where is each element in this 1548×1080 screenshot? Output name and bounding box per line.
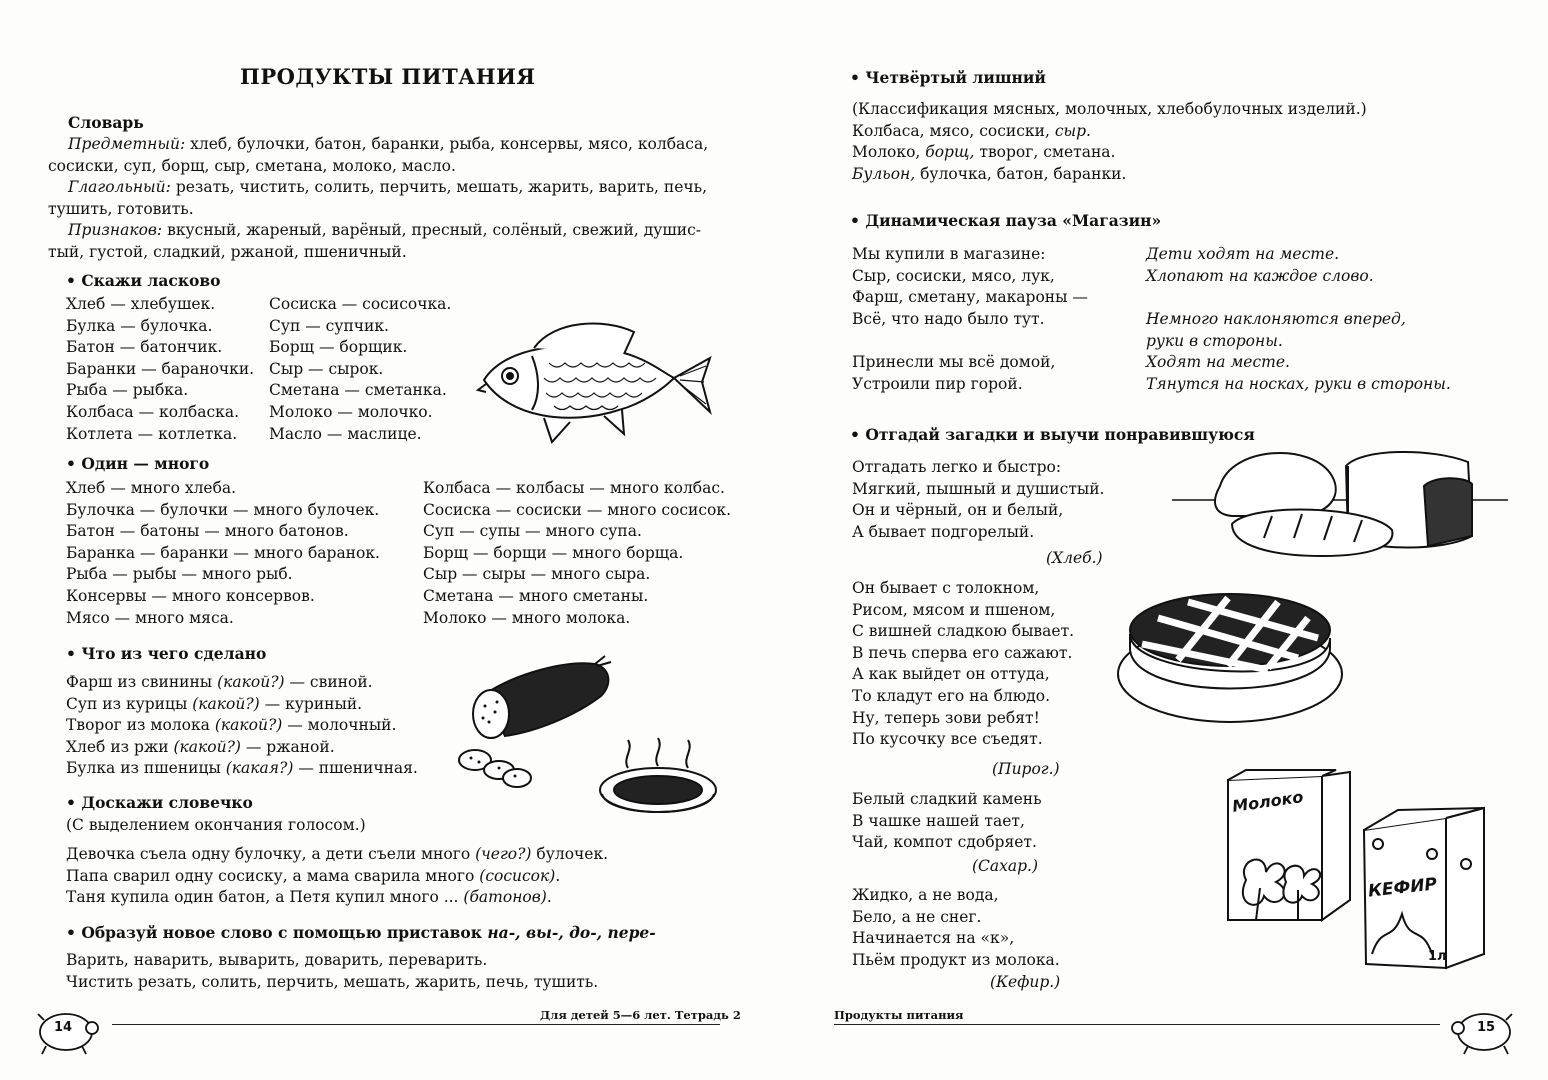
poem-line: Устроили пир горой.: [852, 374, 1023, 393]
one-many-col2: [423, 478, 731, 629]
pie-illustration: [1118, 578, 1348, 728]
poem-line: Начинается на «к»,: [852, 929, 1015, 948]
list-item: Суп из курицы (какой?) — куриный.: [66, 694, 363, 713]
list-item: Булка из пшеницы (какая?) — пшеничная.: [66, 759, 418, 778]
kefir-carton-illustration: [1362, 804, 1488, 970]
list-item: Булка — булочка.: [66, 316, 213, 335]
list-item: Батон — батончик.: [66, 338, 223, 357]
odd-one-heading: • Четвёртый лишний: [850, 68, 1046, 87]
list-item: Котлета — котлетка.: [66, 424, 238, 443]
action-line: Немного наклоняются вперед,: [1146, 310, 1406, 329]
made-of-list: [66, 672, 418, 780]
riddles-heading: • Отгадай загадки и выучи понравившуюся: [850, 425, 1255, 444]
one-many-heading: • Один — много: [66, 454, 210, 473]
odd-one-list: [852, 99, 1367, 185]
list-item: Борщ — борщи — много борща.: [423, 543, 684, 562]
poem-line: А бывает подгорелый.: [852, 522, 1035, 541]
poem-line: Пьём продукт из молока.: [852, 950, 1060, 969]
page-title: ПРОДУКТЫ ПИТАНИЯ: [240, 64, 536, 89]
poem-line: С вишней сладкою бывает.: [852, 622, 1075, 641]
action-line: Дети ходят на месте.: [1146, 245, 1340, 263]
list-item: Молоко — молочко.: [269, 402, 433, 421]
list-item: Сыр — сыры — много сыра.: [423, 565, 651, 584]
poem-line: Отгадать легко и быстро:: [852, 458, 1062, 476]
vocab-text: тый, густой, сладкий, ржаной, пшеничный.: [48, 242, 407, 261]
poem-line: Ну, теперь зови ребят!: [852, 708, 1040, 727]
finish-word-heading: • Доскажи словечко: [66, 793, 253, 812]
riddle-kefir: [852, 885, 1060, 971]
footer-text: Для детей 5—6 лет. Тетрадь 2: [540, 1008, 741, 1022]
poem-line: Чай, компот сдобряет.: [852, 833, 1037, 852]
list-item: Суп — супы — много супа.: [423, 522, 642, 541]
riddle-sugar: [852, 789, 1042, 854]
list-item: Рыба — рыбы — много рыб.: [66, 565, 293, 584]
list-item: Рыба — рыбка.: [66, 381, 189, 400]
poem-line: Он бывает с толокном,: [852, 579, 1040, 597]
list-item: Папа сварил одну сосиску, а мама сварила много (сосисок).: [66, 866, 561, 885]
list-item: Молоко — много молока.: [423, 608, 631, 627]
one-many-col1: [66, 478, 380, 629]
poem-line: Белый сладкий камень: [852, 790, 1042, 808]
pause-poem: [852, 244, 1088, 396]
soup-bowl-illustration: [598, 738, 728, 828]
poem-line: Сыр, сосиски, мясо, лук,: [852, 266, 1055, 285]
vocab-text: резать, чистить, солить, перчить, мешать, жарить, варить, печь,: [170, 178, 708, 197]
riddle-answer: (Сахар.): [972, 857, 1039, 875]
vocab-label-verb: Глагольный:: [68, 178, 171, 197]
sausage-illustration: [455, 654, 615, 794]
prefix-heading: • Образуй новое слово с помощью приставок на-, вы-, до-, пере-: [66, 923, 656, 942]
footer-text: Продукты питания: [834, 1008, 964, 1022]
list-item: Девочка съела одну булочку, а дети съели много (чего?) булочек.: [66, 845, 609, 863]
list-item: Булочка — булочки — много булочек.: [66, 500, 380, 519]
list-item: Масло — маслице.: [269, 424, 422, 443]
list-item: Консервы — много консервов.: [66, 586, 315, 605]
poem-line: То кладут его на блюдо.: [852, 686, 1051, 705]
vocab-text: сосиски, суп, борщ, сыр, сметана, молоко, масло.: [48, 156, 456, 175]
bread-illustration: [1172, 446, 1512, 566]
list-item: Баранка — баранки — много баранок.: [66, 543, 380, 562]
poem-line: Всё, что надо было тут.: [852, 309, 1045, 328]
poem-line: Жидко, а не вода,: [852, 886, 999, 904]
list-item: Чистить резать, солить, перчить, мешать, жарить, печь, тушить.: [66, 972, 599, 991]
list-item: Таня купила один батон, а Петя купил много ... (батонов).: [66, 888, 552, 907]
vocab-text: тушить, готовить.: [48, 199, 194, 218]
list-item: Борщ — борщик.: [269, 338, 408, 357]
footer-rule: [834, 1024, 1440, 1025]
finish-word-sub: (С выделением окончания голосом.): [66, 816, 366, 834]
vocab-block: [48, 134, 708, 264]
list-item: Колбаса — колбасы — много колбас.: [423, 479, 725, 497]
affection-col1: [66, 294, 254, 445]
vocab-label-noun: Предметный:: [68, 135, 186, 153]
list-item: Сосиска — сосиски — много сосисок.: [423, 500, 731, 519]
poem-line: В печь сперва его сажают.: [852, 643, 1073, 662]
page-number: 15: [1477, 1020, 1496, 1035]
svg-text:1л: 1л: [1428, 949, 1447, 964]
poem-line: [852, 330, 1088, 352]
riddle-answer: (Пирог.): [992, 760, 1060, 778]
vocab-label-adj: Признаков:: [68, 221, 163, 240]
footer-rule: [112, 1024, 720, 1025]
poem-line: В чашке нашей тает,: [852, 811, 1025, 830]
action-line: Ходят на месте.: [1146, 353, 1290, 372]
riddle-pie: [852, 578, 1074, 751]
made-of-heading: • Что из чего сделано: [66, 644, 267, 663]
list-item: Мясо — много мяса.: [66, 608, 234, 627]
riddle-answer: (Хлеб.): [1046, 549, 1103, 567]
list-item: Варить, наварить, выварить, доварить, переварить.: [66, 951, 488, 969]
list-item: Колбаса, мясо, сосиски, сыр.: [852, 121, 1091, 140]
list-item: Фарш из свинины (какой?) — свиной.: [66, 673, 373, 691]
list-item: Сметана — много сметаны.: [423, 586, 649, 605]
milk-carton-illustration: [1226, 770, 1352, 920]
list-item: Хлеб — много хлеба.: [66, 479, 237, 497]
poem-line: Мы купили в магазине:: [852, 245, 1046, 263]
list-item: (Классификация мясных, молочных, хлебобулочных изделий.): [852, 100, 1367, 118]
list-item: Суп — супчик.: [269, 316, 389, 335]
page-number: 14: [54, 1020, 73, 1035]
vocab-text: вкусный, жареный, варёный, пресный, солёный, свежий, душис-: [162, 221, 702, 240]
milk-label: Молоко: [1231, 787, 1305, 816]
list-item: Хлеб из ржи (какой?) — ржаной.: [66, 737, 335, 756]
prefix-list: [66, 950, 598, 993]
list-item: Сметана — сметанка.: [269, 381, 447, 400]
poem-line: А как выйдет он оттуда,: [852, 665, 1050, 684]
poem-line: Рисом, мясом и пшеном,: [852, 600, 1056, 619]
pause-actions: [1146, 244, 1451, 396]
pause-heading: • Динамическая пауза «Магазин»: [850, 211, 1162, 230]
affection-col2: [269, 294, 451, 445]
list-item: Колбаса — колбаска.: [66, 402, 239, 421]
list-item: Бульон, булочка, батон, баранки.: [852, 164, 1127, 183]
finish-word-list: [66, 844, 608, 909]
right-page: [774, 0, 1548, 1080]
riddle-answer: (Кефир.): [990, 973, 1061, 991]
action-line: Тянутся на носках, руки в стороны.: [1146, 374, 1451, 393]
poem-line: По кусочку все съедят.: [852, 730, 1043, 749]
poem-line: Он и чёрный, он и белый,: [852, 501, 1064, 520]
poem-line: Фарш, сметану, макароны —: [852, 288, 1088, 307]
affection-heading: • Скажи ласково: [66, 271, 221, 290]
vocab-text: хлеб, булочки, батон, баранки, рыба, консервы, мясо, колбаса,: [185, 135, 709, 153]
list-item: Хлеб — хлебушек.: [66, 295, 216, 313]
list-item: Батон — батоны — много батонов.: [66, 522, 349, 541]
poem-line: Мягкий, пышный и душистый.: [852, 479, 1105, 498]
action-line: руки в стороны.: [1146, 331, 1283, 350]
list-item: Творог из молока (какой?) — молочный.: [66, 716, 397, 735]
kefir-label: КЕФИР: [1367, 874, 1438, 902]
list-item: Молоко, борщ, творог, сметана.: [852, 143, 1116, 162]
poem-line: Бело, а не снег.: [852, 907, 982, 926]
list-item: Баранки — бараночки.: [66, 359, 255, 378]
list-item: Сосиска — сосисочка.: [269, 295, 452, 313]
vocab-heading: Словарь: [68, 113, 144, 132]
fish-illustration: [474, 318, 714, 448]
list-item: Сыр — сырок.: [269, 359, 384, 378]
riddle-bread: [852, 457, 1105, 543]
action-line: [1146, 287, 1451, 309]
poem-line: Принесли мы всё домой,: [852, 353, 1056, 372]
action-line: Хлопают на каждое слово.: [1146, 266, 1374, 285]
